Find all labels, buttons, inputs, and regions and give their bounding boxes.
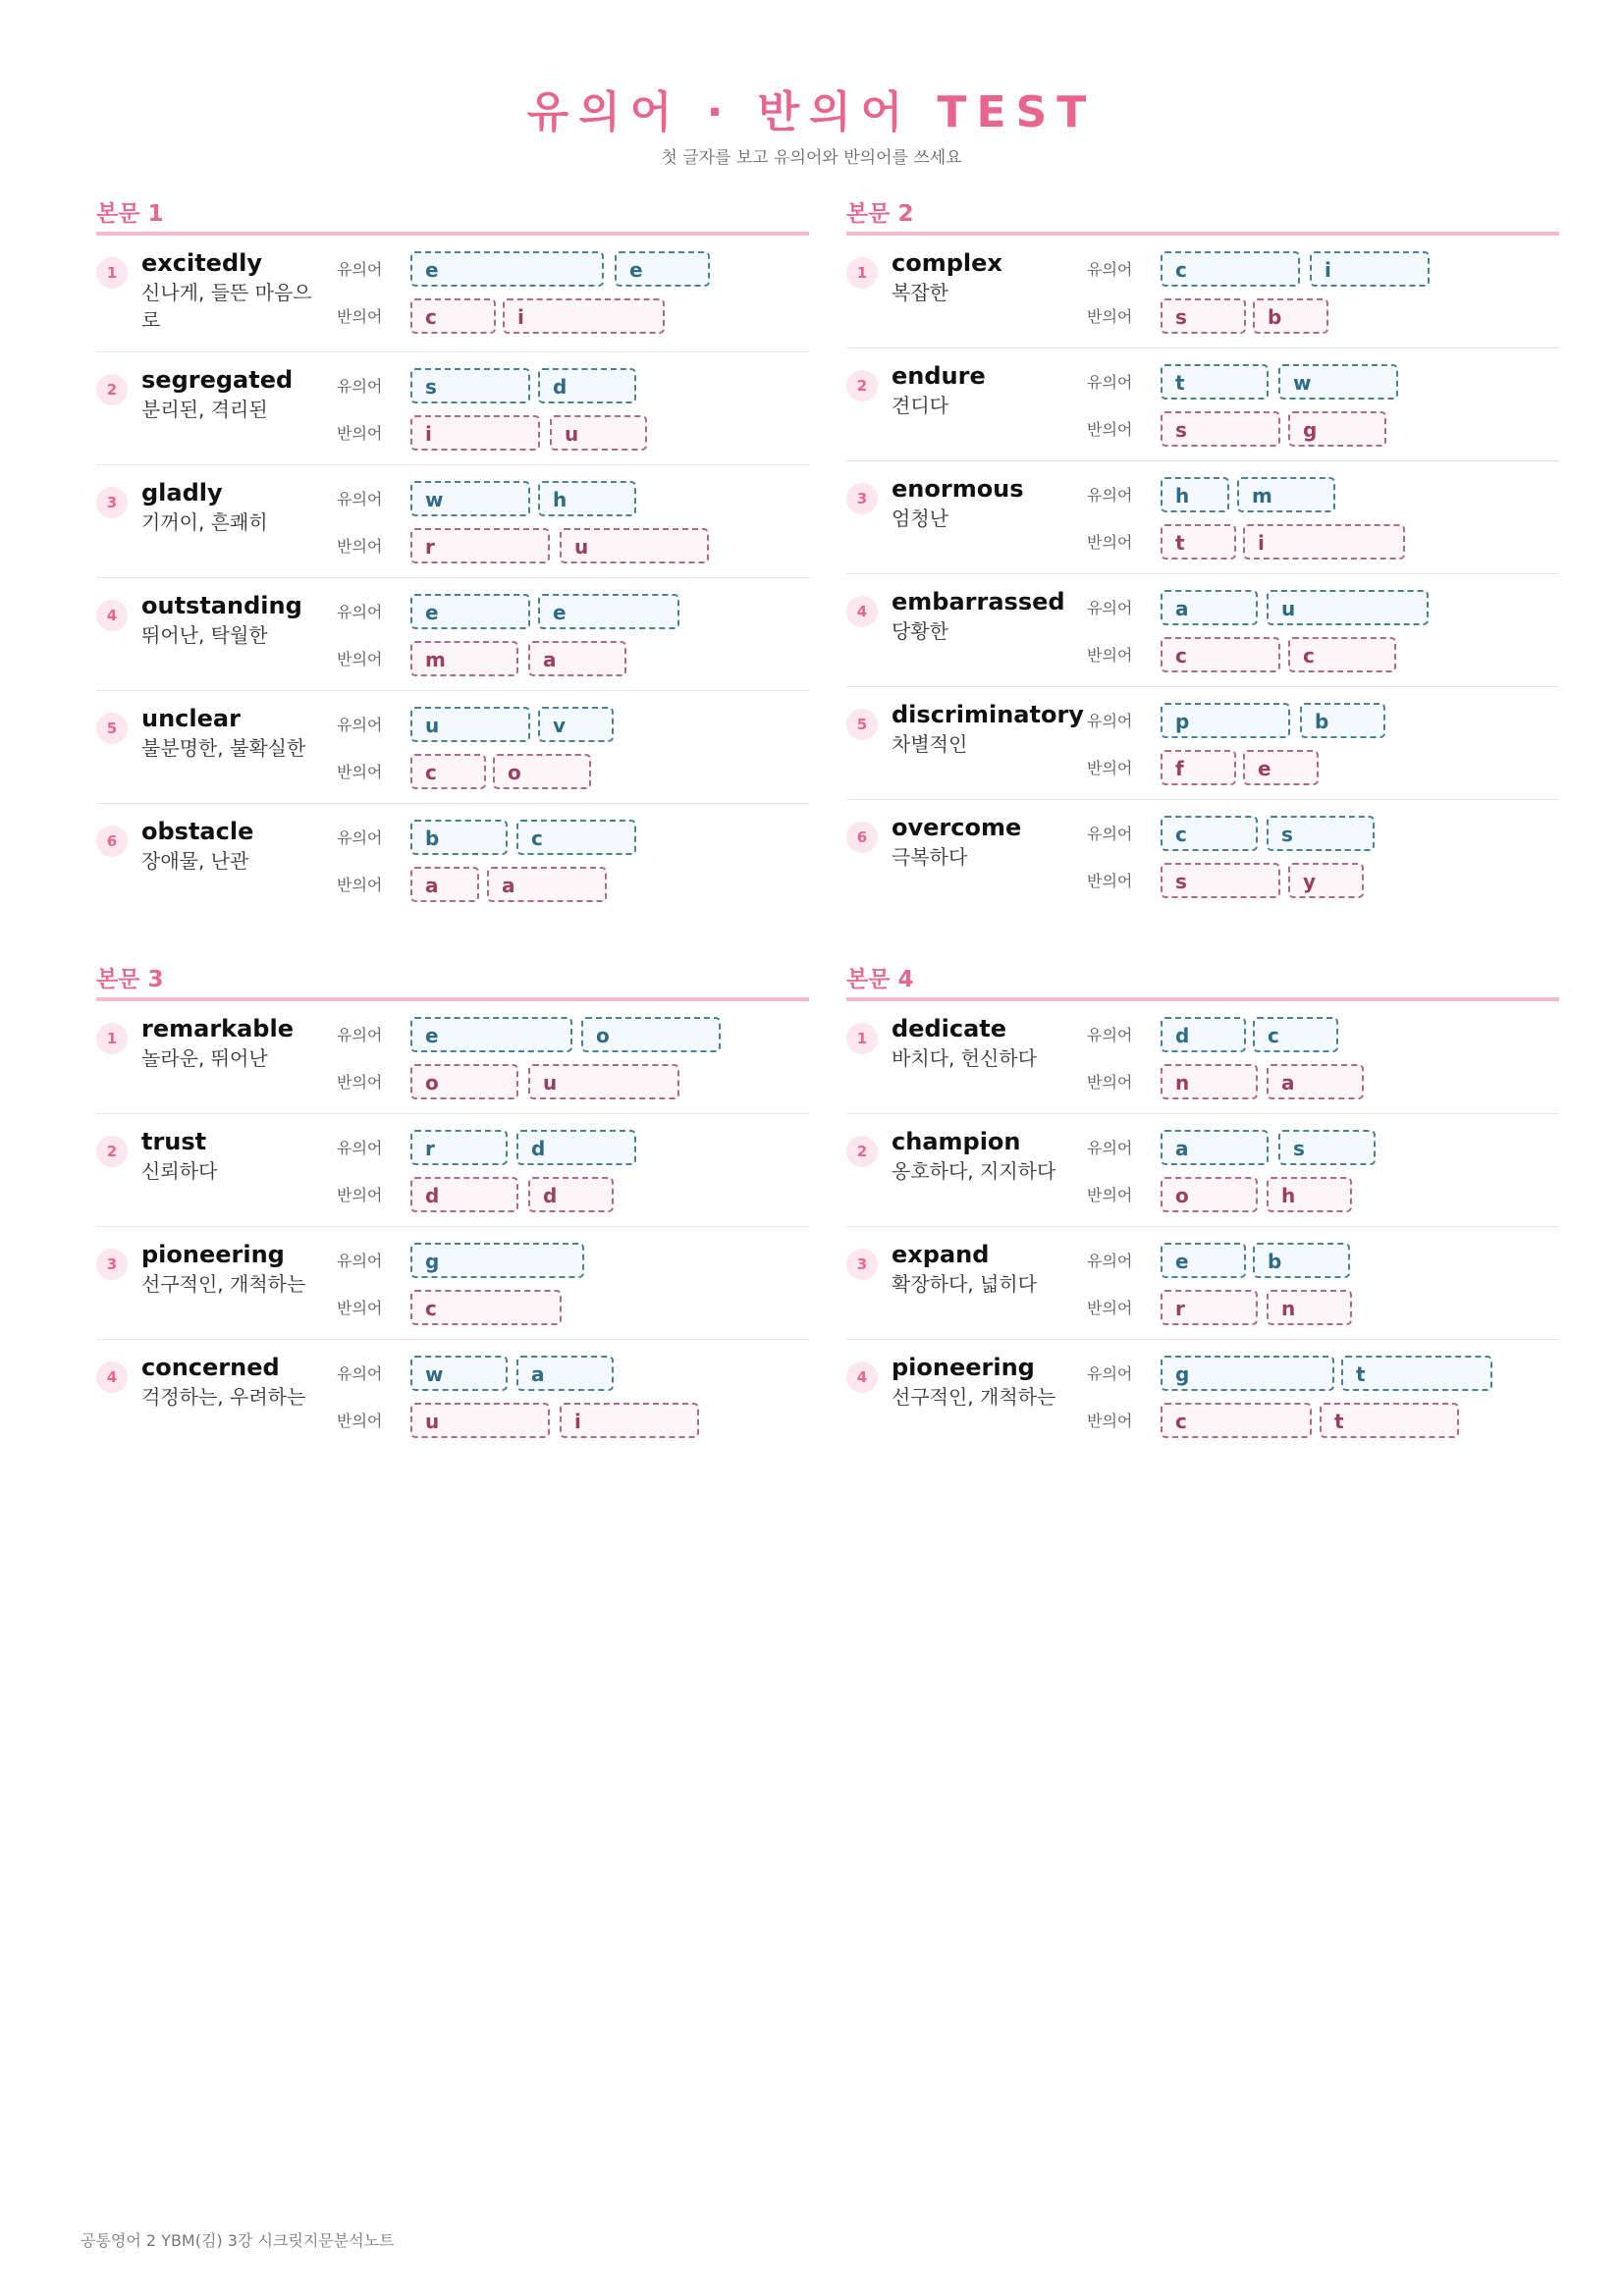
synonym-answer-box[interactable]: c <box>1253 1017 1338 1052</box>
synonym-answer-box[interactable]: c <box>1161 816 1258 851</box>
antonym-answer-box[interactable]: u <box>410 1403 550 1438</box>
antonym-answer-box[interactable]: r <box>1161 1290 1258 1325</box>
entry-meaning: 당황한 <box>892 619 948 643</box>
entry-word: concerned <box>141 1354 280 1381</box>
antonym-answer-box[interactable]: s <box>1161 298 1246 334</box>
antonym-answer-box[interactable]: c <box>410 298 496 334</box>
antonym-answer-box[interactable]: u <box>528 1064 679 1099</box>
entry-word: dedicate <box>892 1015 1007 1042</box>
synonym-answer-box[interactable]: e <box>1161 1243 1246 1278</box>
entry-word: champion <box>892 1128 1021 1155</box>
antonym-answer-box[interactable]: c <box>1161 1403 1312 1438</box>
entry-word: excitedly <box>141 249 263 277</box>
antonym-answer-box[interactable]: i <box>560 1403 699 1438</box>
synonym-answer-box[interactable]: m <box>1237 477 1335 512</box>
synonym-label: 유의어 <box>337 377 383 396</box>
entry-meaning: 극복하다 <box>892 845 968 869</box>
section-title: 본문 4 <box>846 962 1559 1001</box>
antonym-label: 반의어 <box>1087 872 1133 890</box>
antonym-answer-box[interactable]: o <box>493 754 591 789</box>
entry-word: complex <box>892 249 1002 277</box>
vocab-entry <box>96 1114 809 1227</box>
synonym-answer-box[interactable]: s <box>1267 816 1375 851</box>
synonym-label: 유의어 <box>337 1139 383 1157</box>
entry-number-badge: 3 <box>96 487 128 518</box>
entry-number-badge: 4 <box>96 1362 128 1393</box>
entry-number-badge: 6 <box>846 822 878 853</box>
antonym-answer-box[interactable]: i <box>1243 524 1405 560</box>
synonym-label: 유의어 <box>1087 712 1133 730</box>
entry-number-badge: 6 <box>96 826 128 857</box>
antonym-answer-box[interactable]: d <box>410 1177 518 1212</box>
entry-word: unclear <box>141 705 241 732</box>
antonym-label: 반의어 <box>337 876 383 894</box>
vocab-entry <box>96 578 809 691</box>
synonym-answer-box[interactable]: o <box>581 1017 721 1052</box>
antonym-label: 반의어 <box>1087 1073 1133 1092</box>
synonym-answer-box[interactable]: b <box>1300 703 1385 738</box>
entry-word: embarrassed <box>892 588 1065 615</box>
synonym-label: 유의어 <box>1087 1364 1133 1383</box>
antonym-answer-box[interactable]: s <box>1161 411 1280 447</box>
entry-meaning: 엄청난 <box>892 507 948 530</box>
entry-meaning: 견디다 <box>892 394 948 417</box>
synonym-answer-box[interactable]: b <box>1253 1243 1350 1278</box>
synonym-answer-box[interactable]: e <box>410 1017 572 1052</box>
entry-number-badge: 1 <box>96 257 128 289</box>
antonym-answer-box[interactable]: h <box>1267 1177 1352 1212</box>
antonym-answer-box[interactable]: i <box>410 415 540 451</box>
vocab-entry <box>846 461 1559 574</box>
vocab-entry <box>96 1340 809 1452</box>
vocab-entry <box>96 691 809 804</box>
antonym-answer-box[interactable]: n <box>1267 1290 1352 1325</box>
synonym-answer-box[interactable]: e <box>410 594 530 629</box>
entry-number-badge: 5 <box>96 713 128 744</box>
synonym-answer-box[interactable]: h <box>538 481 636 516</box>
synonym-label: 유의어 <box>337 1026 383 1044</box>
synonym-answer-box[interactable]: a <box>1161 590 1258 625</box>
synonym-label: 유의어 <box>337 828 383 847</box>
synonym-answer-box[interactable]: t <box>1161 364 1269 400</box>
synonym-label: 유의어 <box>1087 1252 1133 1270</box>
entry-meaning: 선구적인, 개척하는 <box>892 1385 1056 1409</box>
antonym-answer-box[interactable]: a <box>487 867 607 902</box>
entry-word: segregated <box>141 366 294 394</box>
vocab-entry <box>846 800 1559 912</box>
synonym-label: 유의어 <box>337 1252 383 1270</box>
section-4 <box>846 962 1559 1452</box>
entry-number-badge: 1 <box>96 1023 128 1054</box>
entry-meaning: 신나게, 들뜬 마음으로 <box>141 281 312 332</box>
synonym-answer-box[interactable]: e <box>410 251 604 287</box>
entry-meaning: 놀라운, 뛰어난 <box>141 1046 268 1070</box>
antonym-label: 반의어 <box>337 650 383 668</box>
antonym-label: 반의어 <box>337 1073 383 1092</box>
antonym-label: 반의어 <box>337 424 383 443</box>
synonym-label: 유의어 <box>1087 1139 1133 1157</box>
entry-number-badge: 2 <box>846 1136 878 1167</box>
antonym-answer-box[interactable]: t <box>1320 1403 1459 1438</box>
entry-word: trust <box>141 1128 207 1155</box>
antonym-answer-box[interactable]: d <box>528 1177 614 1212</box>
synonym-label: 유의어 <box>337 603 383 621</box>
entry-number-badge: 1 <box>846 1023 878 1054</box>
antonym-label: 반의어 <box>337 1186 383 1204</box>
synonym-answer-box[interactable]: v <box>538 707 614 742</box>
vocab-entry <box>846 1114 1559 1227</box>
antonym-answer-box[interactable]: a <box>410 867 479 902</box>
synonym-answer-box[interactable]: c <box>516 820 636 855</box>
synonym-answer-box[interactable]: u <box>1267 590 1429 625</box>
synonym-label: 유의어 <box>1087 1026 1133 1044</box>
antonym-answer-box[interactable]: c <box>410 754 486 789</box>
synonym-answer-box[interactable]: a <box>516 1356 614 1391</box>
entry-meaning: 불분명한, 불확실한 <box>141 736 306 760</box>
synonym-label: 유의어 <box>1087 373 1133 392</box>
antonym-label: 반의어 <box>337 1412 383 1430</box>
synonym-answer-box[interactable]: w <box>410 1356 508 1391</box>
antonym-answer-box[interactable]: a <box>528 641 626 676</box>
synonym-answer-box[interactable]: w <box>1278 364 1398 400</box>
vocab-entry <box>96 236 809 352</box>
entry-word: gladly <box>141 479 223 507</box>
synonym-answer-box[interactable]: t <box>1341 1356 1492 1391</box>
antonym-answer-box[interactable]: i <box>503 298 665 334</box>
synonym-label: 유의어 <box>337 260 383 279</box>
synonym-answer-box[interactable]: r <box>410 1130 508 1165</box>
entry-number-badge: 3 <box>846 483 878 514</box>
entry-word: expand <box>892 1241 990 1268</box>
synonym-label: 유의어 <box>337 716 383 734</box>
antonym-label: 반의어 <box>1087 759 1133 777</box>
antonym-answer-box[interactable]: u <box>550 415 647 451</box>
entry-number-badge: 2 <box>96 374 128 405</box>
antonym-answer-box[interactable]: t <box>1161 524 1236 560</box>
antonym-answer-box[interactable]: f <box>1161 750 1236 785</box>
entry-meaning: 걱정하는, 우려하는 <box>141 1385 306 1409</box>
section-title: 본문 3 <box>96 962 809 1001</box>
antonym-answer-box[interactable]: a <box>1267 1064 1364 1099</box>
entry-meaning: 장애물, 난관 <box>141 849 249 873</box>
antonym-label: 반의어 <box>1087 646 1133 665</box>
antonym-answer-box[interactable]: c <box>1288 637 1396 672</box>
page-title: 유의어 · 반의어 TEST <box>526 87 1097 137</box>
section-title: 본문 1 <box>96 196 809 236</box>
entry-number-badge: 4 <box>96 600 128 631</box>
antonym-answer-box[interactable]: c <box>410 1290 562 1325</box>
synonym-answer-box[interactable]: w <box>410 481 530 516</box>
synonym-label: 유의어 <box>1087 599 1133 617</box>
synonym-label: 유의어 <box>1087 825 1133 843</box>
vocab-entry <box>846 348 1559 461</box>
synonym-answer-box[interactable]: d <box>538 368 636 403</box>
vocab-entry <box>96 1227 809 1340</box>
synonym-answer-box[interactable]: g <box>1161 1356 1334 1391</box>
antonym-label: 반의어 <box>1087 307 1133 326</box>
antonym-label: 반의어 <box>1087 1412 1133 1430</box>
synonym-answer-box[interactable]: p <box>1161 703 1290 738</box>
antonym-answer-box[interactable]: c <box>1161 637 1280 672</box>
antonym-label: 반의어 <box>1087 1186 1133 1204</box>
entry-word: pioneering <box>892 1354 1035 1381</box>
entry-word: enormous <box>892 475 1024 503</box>
entry-meaning: 바치다, 헌신하다 <box>892 1046 1037 1070</box>
synonym-label: 유의어 <box>337 490 383 508</box>
entry-meaning: 확장하다, 넓히다 <box>892 1272 1037 1296</box>
vocab-entry <box>846 574 1559 687</box>
vocab-entry <box>846 236 1559 348</box>
entry-number-badge: 3 <box>846 1249 878 1280</box>
antonym-answer-box[interactable]: s <box>1161 863 1280 898</box>
synonym-answer-box[interactable]: e <box>615 251 710 287</box>
antonym-answer-box[interactable]: g <box>1288 411 1386 447</box>
section-title: 본문 2 <box>846 196 1559 236</box>
entry-word: overcome <box>892 814 1022 841</box>
entry-meaning: 뛰어난, 탁월한 <box>141 623 268 647</box>
antonym-answer-box[interactable]: u <box>560 528 709 563</box>
synonym-label: 유의어 <box>1087 486 1133 505</box>
synonym-label: 유의어 <box>337 1364 383 1383</box>
entry-number-badge: 2 <box>846 370 878 401</box>
vocab-entry <box>96 352 809 465</box>
vocab-entry <box>96 1001 809 1114</box>
entry-meaning: 복잡한 <box>892 281 948 304</box>
synonym-answer-box[interactable]: a <box>1161 1130 1269 1165</box>
page-subtitle: 첫 글자를 보고 유의어와 반의어를 쓰세요 <box>661 148 962 168</box>
antonym-label: 반의어 <box>1087 533 1133 552</box>
entry-number-badge: 1 <box>846 257 878 289</box>
entry-number-badge: 5 <box>846 709 878 740</box>
entry-word: endure <box>892 362 986 390</box>
entry-meaning: 차별적인 <box>892 732 968 756</box>
entry-word: obstacle <box>141 818 254 845</box>
vocab-entry <box>96 465 809 578</box>
vocab-entry <box>846 687 1559 800</box>
antonym-answer-box[interactable]: o <box>1161 1177 1258 1212</box>
entry-word: outstanding <box>141 592 302 619</box>
entry-meaning: 기꺼이, 흔쾌히 <box>141 510 268 534</box>
entry-meaning: 선구적인, 개척하는 <box>141 1272 306 1296</box>
entry-meaning: 분리된, 격리된 <box>141 398 268 421</box>
synonym-answer-box[interactable]: i <box>1310 251 1430 287</box>
entry-number-badge: 3 <box>96 1249 128 1280</box>
antonym-answer-box[interactable]: b <box>1253 298 1328 334</box>
antonym-answer-box[interactable]: m <box>410 641 518 676</box>
vocab-entry <box>96 804 809 916</box>
antonym-label: 반의어 <box>337 1299 383 1317</box>
section-3 <box>96 962 809 1452</box>
entry-number-badge: 2 <box>96 1136 128 1167</box>
antonym-label: 반의어 <box>1087 1299 1133 1317</box>
antonym-answer-box[interactable]: e <box>1243 750 1319 785</box>
antonym-label: 반의어 <box>337 307 383 326</box>
synonym-answer-box[interactable]: e <box>538 594 679 629</box>
entry-number-badge: 4 <box>846 1362 878 1393</box>
synonym-answer-box[interactable]: d <box>1161 1017 1246 1052</box>
synonym-label: 유의어 <box>1087 260 1133 279</box>
vocab-entry <box>846 1001 1559 1114</box>
antonym-answer-box[interactable]: r <box>410 528 550 563</box>
footer-text: 공통영어 2 YBM(김) 3강 시크릿지문분석노트 <box>81 2231 395 2250</box>
section-2 <box>846 196 1559 912</box>
entry-word: pioneering <box>141 1241 285 1268</box>
antonym-answer-box[interactable]: n <box>1161 1064 1258 1099</box>
entry-word: discriminatory <box>892 701 1084 728</box>
synonym-answer-box[interactable]: g <box>410 1243 584 1278</box>
antonym-answer-box[interactable]: o <box>410 1064 518 1099</box>
synonym-answer-box[interactable]: s <box>410 368 530 403</box>
synonym-answer-box[interactable]: s <box>1278 1130 1376 1165</box>
entry-meaning: 옹호하다, 지지하다 <box>892 1159 1056 1183</box>
antonym-label: 반의어 <box>1087 420 1133 439</box>
antonym-answer-box[interactable]: y <box>1288 863 1364 898</box>
antonym-label: 반의어 <box>337 537 383 556</box>
vocab-entry <box>846 1227 1559 1340</box>
antonym-label: 반의어 <box>337 763 383 781</box>
synonym-answer-box[interactable]: u <box>410 707 530 742</box>
entry-word: remarkable <box>141 1015 294 1042</box>
synonym-answer-box[interactable]: c <box>1161 251 1300 287</box>
synonym-answer-box[interactable]: d <box>516 1130 636 1165</box>
entry-number-badge: 4 <box>846 596 878 627</box>
section-1 <box>96 196 809 916</box>
synonym-answer-box[interactable]: b <box>410 820 508 855</box>
entry-meaning: 신뢰하다 <box>141 1159 218 1183</box>
vocab-entry <box>846 1340 1559 1452</box>
synonym-answer-box[interactable]: h <box>1161 477 1229 512</box>
